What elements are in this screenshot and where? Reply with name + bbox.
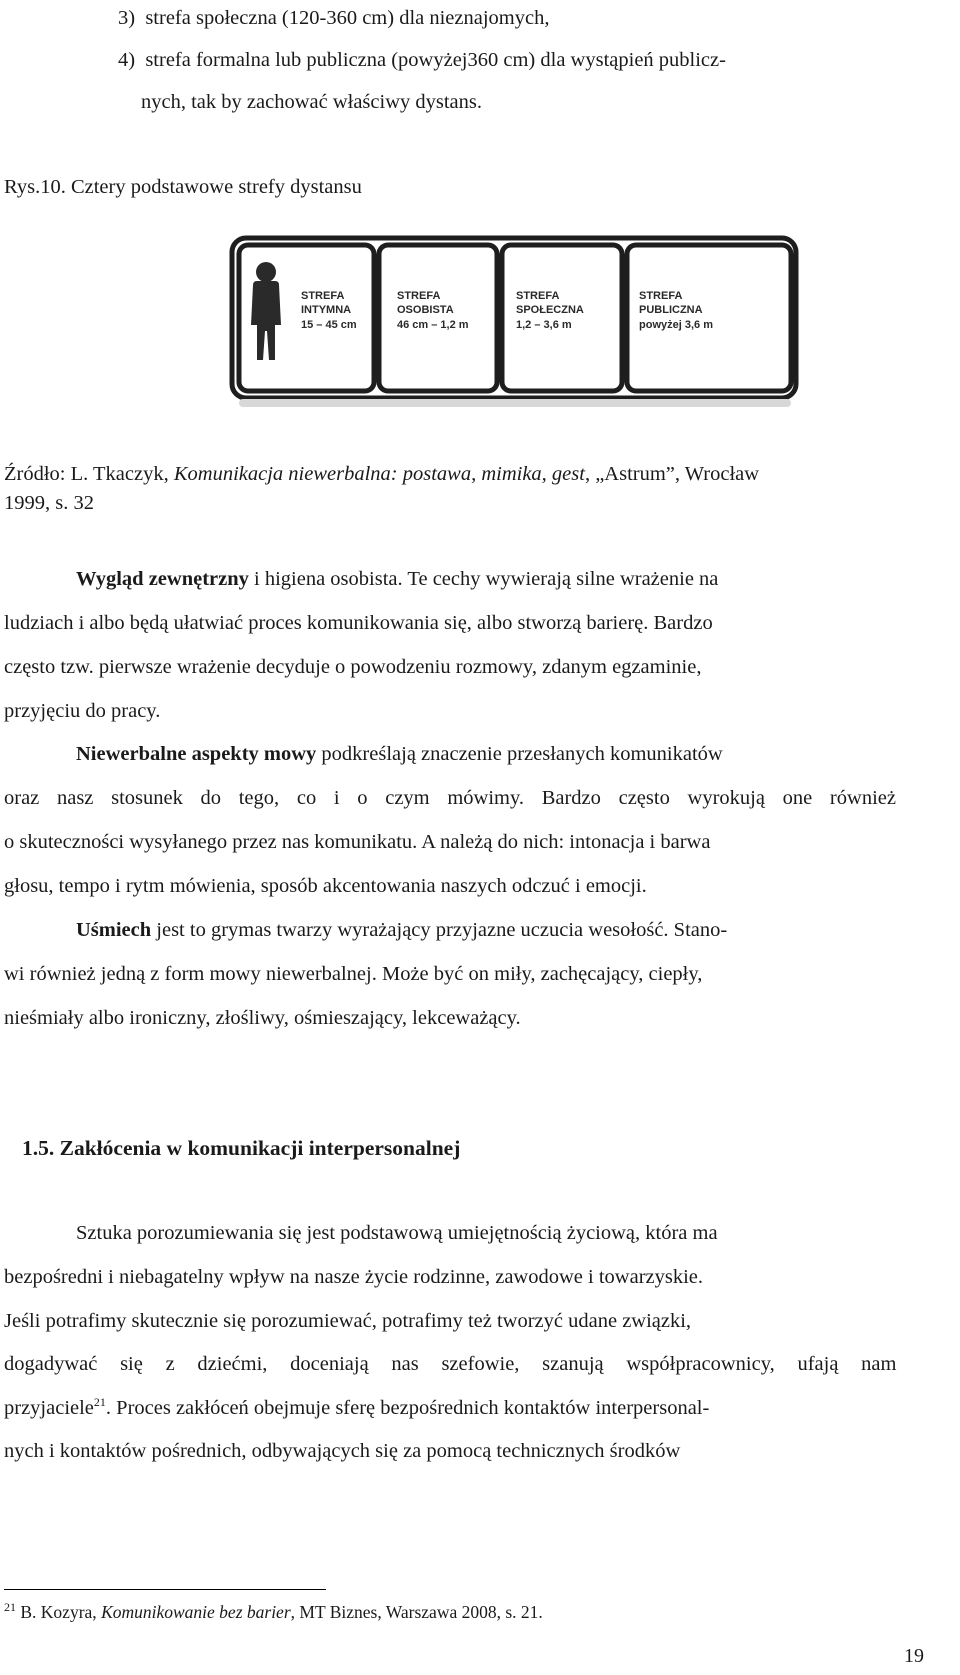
- paragraph-3-line-3: nieśmiały albo ironiczny, złośliwy, ośmieszający, lekceważący.: [4, 1007, 521, 1029]
- panel-4-name: PUBLICZNA: [639, 304, 703, 316]
- paragraph-2-line-3: o skuteczności wysyłanego przez nas komunikatu. A należą do nich: intonacja i barwa: [4, 831, 711, 853]
- section-line-1: Sztuka porozumiewania się jest podstawową umiejętnością życiową, która ma: [76, 1222, 718, 1244]
- paragraph-3-line-1: [76, 920, 727, 941]
- panel-2-range: 46 cm – 1,2 m: [397, 319, 469, 331]
- panel-1-range: 15 – 45 cm: [301, 319, 357, 331]
- distance-zones-figure: [229, 235, 799, 425]
- section-heading: 1.5. Zakłócenia w komunikacji interpersonalnej: [22, 1136, 461, 1160]
- panel-2-name: OSOBISTA: [397, 304, 454, 316]
- panel-4-title: STREFA: [639, 290, 683, 302]
- paragraph-1-line-2: ludziach i albo będą ułatwiać proces komunikowania się, albo stworzą barierę. Bardzo: [4, 612, 713, 634]
- footnote-prefix: B. Kozyra,: [16, 1602, 102, 1622]
- paragraph-1-line-4: przyjęciu do pracy.: [4, 700, 161, 722]
- panel-3-title: STREFA: [516, 290, 560, 302]
- panel-2-title: STREFA: [397, 290, 441, 302]
- footnote-divider: [4, 1589, 326, 1590]
- paragraph-1-rest: i higiena osobista. Te cechy wywierają silne wrażenie na: [248, 568, 719, 590]
- section-line-5-end: . Proces zakłóceń obejmuje sferę bezpośrednich kontaktów interpersonal-: [105, 1397, 710, 1419]
- footnote-suffix: , MT Biznes, Warszawa 2008, s. 21.: [290, 1602, 543, 1622]
- section-line-2: bezpośredni i niebagatelny wpływ na nasze życie rodzinne, zawodowe i towarzyskie.: [4, 1266, 704, 1288]
- section-line-5-start: przyjaciele: [4, 1397, 94, 1419]
- paragraph-1-lead: Wygląd zewnętrzny: [76, 568, 249, 590]
- source-prefix: Źródło: L. Tkaczyk,: [4, 463, 174, 485]
- footnote-title: Komunikowanie bez barier: [101, 1602, 291, 1622]
- panel-4-range: powyżej 3,6 m: [639, 319, 713, 331]
- paragraph-2-line-1: [76, 744, 723, 765]
- distance-zones-graphic: [229, 235, 799, 425]
- page-number: 19: [904, 1645, 924, 1667]
- paragraph-2-lead: Niewerbalne aspekty mowy: [76, 743, 317, 765]
- panel-3-name: SPOŁECZNA: [516, 304, 584, 316]
- list-item-4-cont: nych, tak by zachować właściwy dystans.: [141, 91, 482, 113]
- paragraph-3-line-2: wi również jedną z form mowy niewerbalnej. Może być on miły, zachęcający, ciepły,: [4, 963, 703, 985]
- zone-panel-social: [502, 245, 622, 391]
- list-item-4: 4) strefa formalna lub publiczna (powyżej360 cm) dla wystąpień publicz-: [118, 49, 726, 71]
- panel-1-name: INTYMNA: [301, 304, 352, 316]
- paragraph-1-line-3: często tzw. pierwsze wrażenie decyduje o powodzeniu rozmowy, zdanym egzaminie,: [4, 656, 702, 678]
- footnote-ref[interactable]: 21: [93, 1395, 106, 1410]
- section-line-6: nych i kontaktów pośrednich, odbywających się za pomocą technicznych środków: [4, 1440, 681, 1462]
- section-line-5: [4, 1395, 710, 1419]
- section-line-3: Jeśli potrafimy skutecznie się porozumiewać, potrafimy też tworzyć udane związki,: [4, 1310, 692, 1332]
- paragraph-3-lead: Uśmiech: [76, 919, 152, 941]
- figure-source: [4, 464, 759, 485]
- section-line-4: dogadywać się z dziećmi, doceniają nas szefowie, szanują współpracownicy, ufają nam: [4, 1353, 897, 1375]
- panel-1-title: STREFA: [301, 290, 345, 302]
- paragraph-3-rest: jest to grymas twarzy wyrażający przyjazne uczucia wesołość. Stano-: [151, 919, 728, 941]
- zone-panel-personal: [379, 245, 497, 391]
- footnote: [4, 1602, 543, 1623]
- figure-source-year: 1999, s. 32: [4, 492, 94, 514]
- paragraph-2-line-4: głosu, tempo i rytm mówienia, sposób akcentowania naszych odczuć i emocji.: [4, 875, 647, 897]
- footnote-number: 21: [4, 1600, 16, 1615]
- paragraph-2-rest: podkreślają znaczenie przesłanych komunikatów: [316, 743, 723, 765]
- figure-caption: Rys.10. Cztery podstawowe strefy dystansu: [4, 176, 362, 198]
- source-suffix: , „Astrum”, Wrocław: [584, 463, 760, 485]
- zone-panel-public: [627, 245, 791, 391]
- panel-3-range: 1,2 – 3,6 m: [516, 319, 572, 331]
- list-item-3: 3) strefa społeczna (120-360 cm) dla nieznajomych,: [118, 7, 550, 29]
- source-title: Komunikacja niewerbalna: postawa, mimika, gest: [173, 463, 585, 485]
- paragraph-1-line-1: [76, 569, 896, 590]
- paragraph-2-line-2: oraz nasz stosunek do tego, co i o czym mówimy. Bardzo często wyrokują one również: [4, 787, 896, 809]
